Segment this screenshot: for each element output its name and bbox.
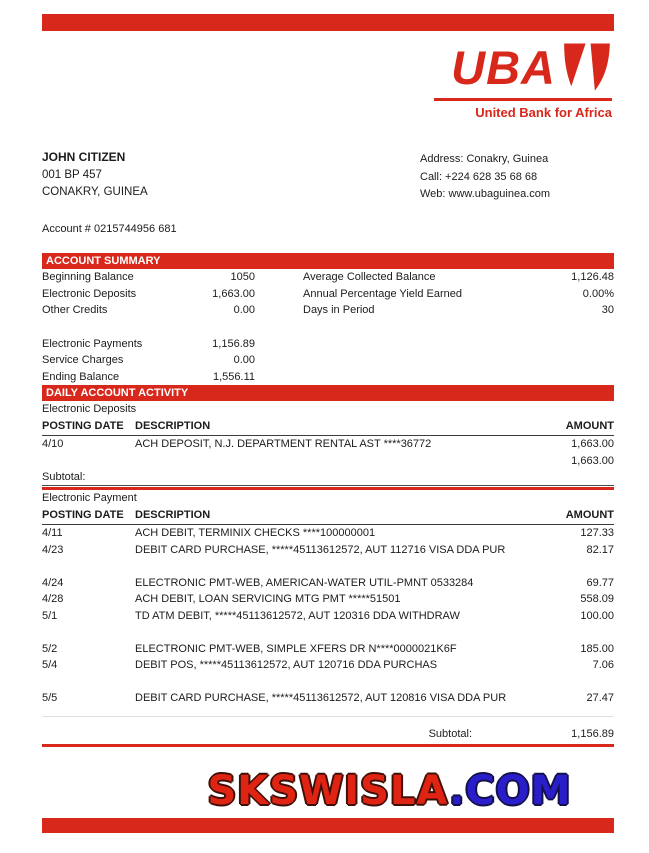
watermark-suffix-text: .COM [449, 768, 572, 814]
payments-subtotal-value: 1,156.89 [571, 727, 614, 740]
cell-description: DEBIT CARD PURCHASE, *****45113612572, AUT 112716 VISA DDA PUR [135, 543, 506, 556]
cell-date: 4/24 [42, 576, 64, 589]
daily-activity-header: DAILY ACCOUNT ACTIVITY [42, 385, 614, 401]
payments-subtotal-row [42, 716, 614, 743]
deposits-subtotal-label: Subtotal: [42, 469, 614, 486]
summary-value: 1050 [230, 271, 255, 283]
customer-address-block [42, 149, 148, 202]
cell-description: ELECTRONIC PMT-WEB, SIMPLE XFERS DR N****0000021K6F [135, 642, 457, 655]
summary-value: 0.00 [233, 354, 255, 366]
cell-amount: 82.17 [586, 543, 614, 556]
cell-description: ACH DEBIT, TERMINIX CHECKS ****100000001 [135, 527, 376, 539]
watermark [0, 766, 649, 816]
cell-date [42, 453, 135, 470]
summary-label: Service Charges [42, 354, 124, 366]
summary-label: Ending Balance [42, 370, 120, 383]
col-description: DESCRIPTION [135, 509, 211, 521]
statement-body [42, 253, 614, 747]
account-summary-header: ACCOUNT SUMMARY [42, 253, 614, 269]
summary-label: Annual Percentage Yield Earned [303, 287, 463, 300]
top-red-bar [42, 14, 614, 31]
cell-description: DEBIT CARD PURCHASE, *****45113612572, AUT 120816 VISA DDA PUR [135, 692, 506, 704]
cell-amount: 100.00 [580, 609, 614, 622]
cell-date: 4/11 [42, 527, 63, 539]
summary-row [42, 352, 614, 369]
payments-table-header [42, 507, 614, 525]
bank-website: Web: www.ubaguinea.com [420, 188, 551, 200]
cell-description: DEBIT POS, *****45113612572, AUT 120716 DDA PURCHAS [135, 659, 438, 671]
customer-address-line2: CONAKRY, GUINEA [42, 186, 148, 198]
summary-label: Electronic Payments [42, 337, 143, 350]
table-row [42, 690, 614, 707]
cell-date: 5/5 [42, 692, 58, 704]
table-row-spacer [42, 558, 614, 575]
customer-address-line1: 001 BP 457 [42, 168, 102, 181]
cell-description [135, 453, 506, 470]
cell-amount: 127.33 [580, 527, 614, 539]
bank-phone: Call: +224 628 35 68 68 [420, 170, 538, 183]
cell-amount: 7.06 [592, 659, 614, 671]
table-row [42, 436, 614, 453]
summary-row [42, 302, 614, 319]
bank-address: Address: Conakry, Guinea [420, 153, 549, 165]
bank-contact-block [420, 151, 550, 204]
table-row [42, 608, 614, 625]
table-row [42, 575, 614, 592]
cell-date: 5/2 [42, 642, 58, 655]
payments-section-label: Electronic Payment [42, 492, 137, 504]
summary-value: 30 [601, 304, 614, 316]
table-row [42, 657, 614, 674]
summary-row [42, 369, 614, 386]
cell-date: 4/28 [42, 593, 64, 605]
cell-date: 5/1 [42, 609, 58, 622]
cell-description: ELECTRONIC PMT-WEB, AMERICAN-WATER UTIL-PMNT 0533284 [135, 576, 474, 589]
uba-logo-row [422, 36, 612, 96]
summary-label: Other Credits [42, 304, 108, 316]
summary-row [42, 286, 614, 303]
cell-description: TD ATM DEBIT, *****45113612572, AUT 120316 DDA WITHDRAW [135, 609, 460, 622]
summary-label: Average Collected Balance [303, 271, 436, 283]
logo-divider [434, 98, 612, 101]
col-posting-date: POSTING DATE [42, 420, 124, 432]
payments-subtotal-label: Subtotal: [428, 727, 472, 740]
uba-tagline: United Bank for Africa [475, 105, 612, 120]
cell-description: ACH DEBIT, LOAN SERVICING MTG PMT *****51501 [135, 593, 401, 605]
col-amount: AMOUNT [565, 420, 614, 432]
cell-date: 4/10 [42, 438, 64, 450]
customer-name: JOHN CITIZEN [42, 150, 126, 164]
table-row [42, 542, 614, 559]
table-row-spacer [42, 674, 614, 691]
col-amount: AMOUNT [565, 509, 614, 521]
col-description: DESCRIPTION [135, 420, 211, 432]
account-number: Account # 0215744956 681 [42, 223, 177, 235]
summary-value: 1,156.89 [212, 337, 255, 350]
summary-value: 1,126.48 [571, 271, 614, 283]
cell-amount: 1,663.00 [571, 454, 614, 467]
summary-label: Electronic Deposits [42, 287, 137, 300]
summary-value: 0.00 [233, 304, 255, 316]
section-red-rule [42, 744, 614, 747]
uba-shield-icon [562, 36, 612, 96]
table-row [42, 525, 614, 542]
summary-label: Days in Period [303, 304, 375, 316]
table-row [42, 641, 614, 658]
uba-logo-text: UBA [451, 41, 556, 94]
bottom-red-bar [42, 818, 614, 833]
table-row [42, 591, 614, 608]
watermark-main-text: SKSWISLA [207, 768, 450, 814]
table-row [42, 453, 614, 470]
cell-date: 5/4 [42, 659, 58, 671]
deposits-table-header [42, 418, 614, 436]
cell-description: ACH DEPOSIT, N.J. DEPARTMENT RENTAL AST ****36772 [135, 438, 432, 450]
summary-label: Beginning Balance [42, 271, 134, 283]
col-posting-date: POSTING DATE [42, 509, 124, 521]
summary-value: 1,556.11 [212, 370, 255, 383]
cell-amount: 27.47 [586, 692, 614, 704]
summary-row [42, 269, 614, 286]
cell-amount: 1,663.00 [571, 438, 614, 450]
cell-amount: 558.09 [580, 593, 614, 605]
deposits-section-label: Electronic Deposits [42, 403, 137, 415]
summary-value: 0.00% [582, 287, 614, 300]
summary-value: 1,663.00 [212, 287, 255, 300]
table-row-spacer [42, 624, 614, 641]
summary-row [42, 336, 614, 353]
cell-date: 4/23 [42, 543, 64, 556]
cell-amount: 185.00 [580, 642, 614, 655]
cell-amount: 69.77 [586, 576, 614, 589]
uba-logo-block [422, 36, 612, 120]
